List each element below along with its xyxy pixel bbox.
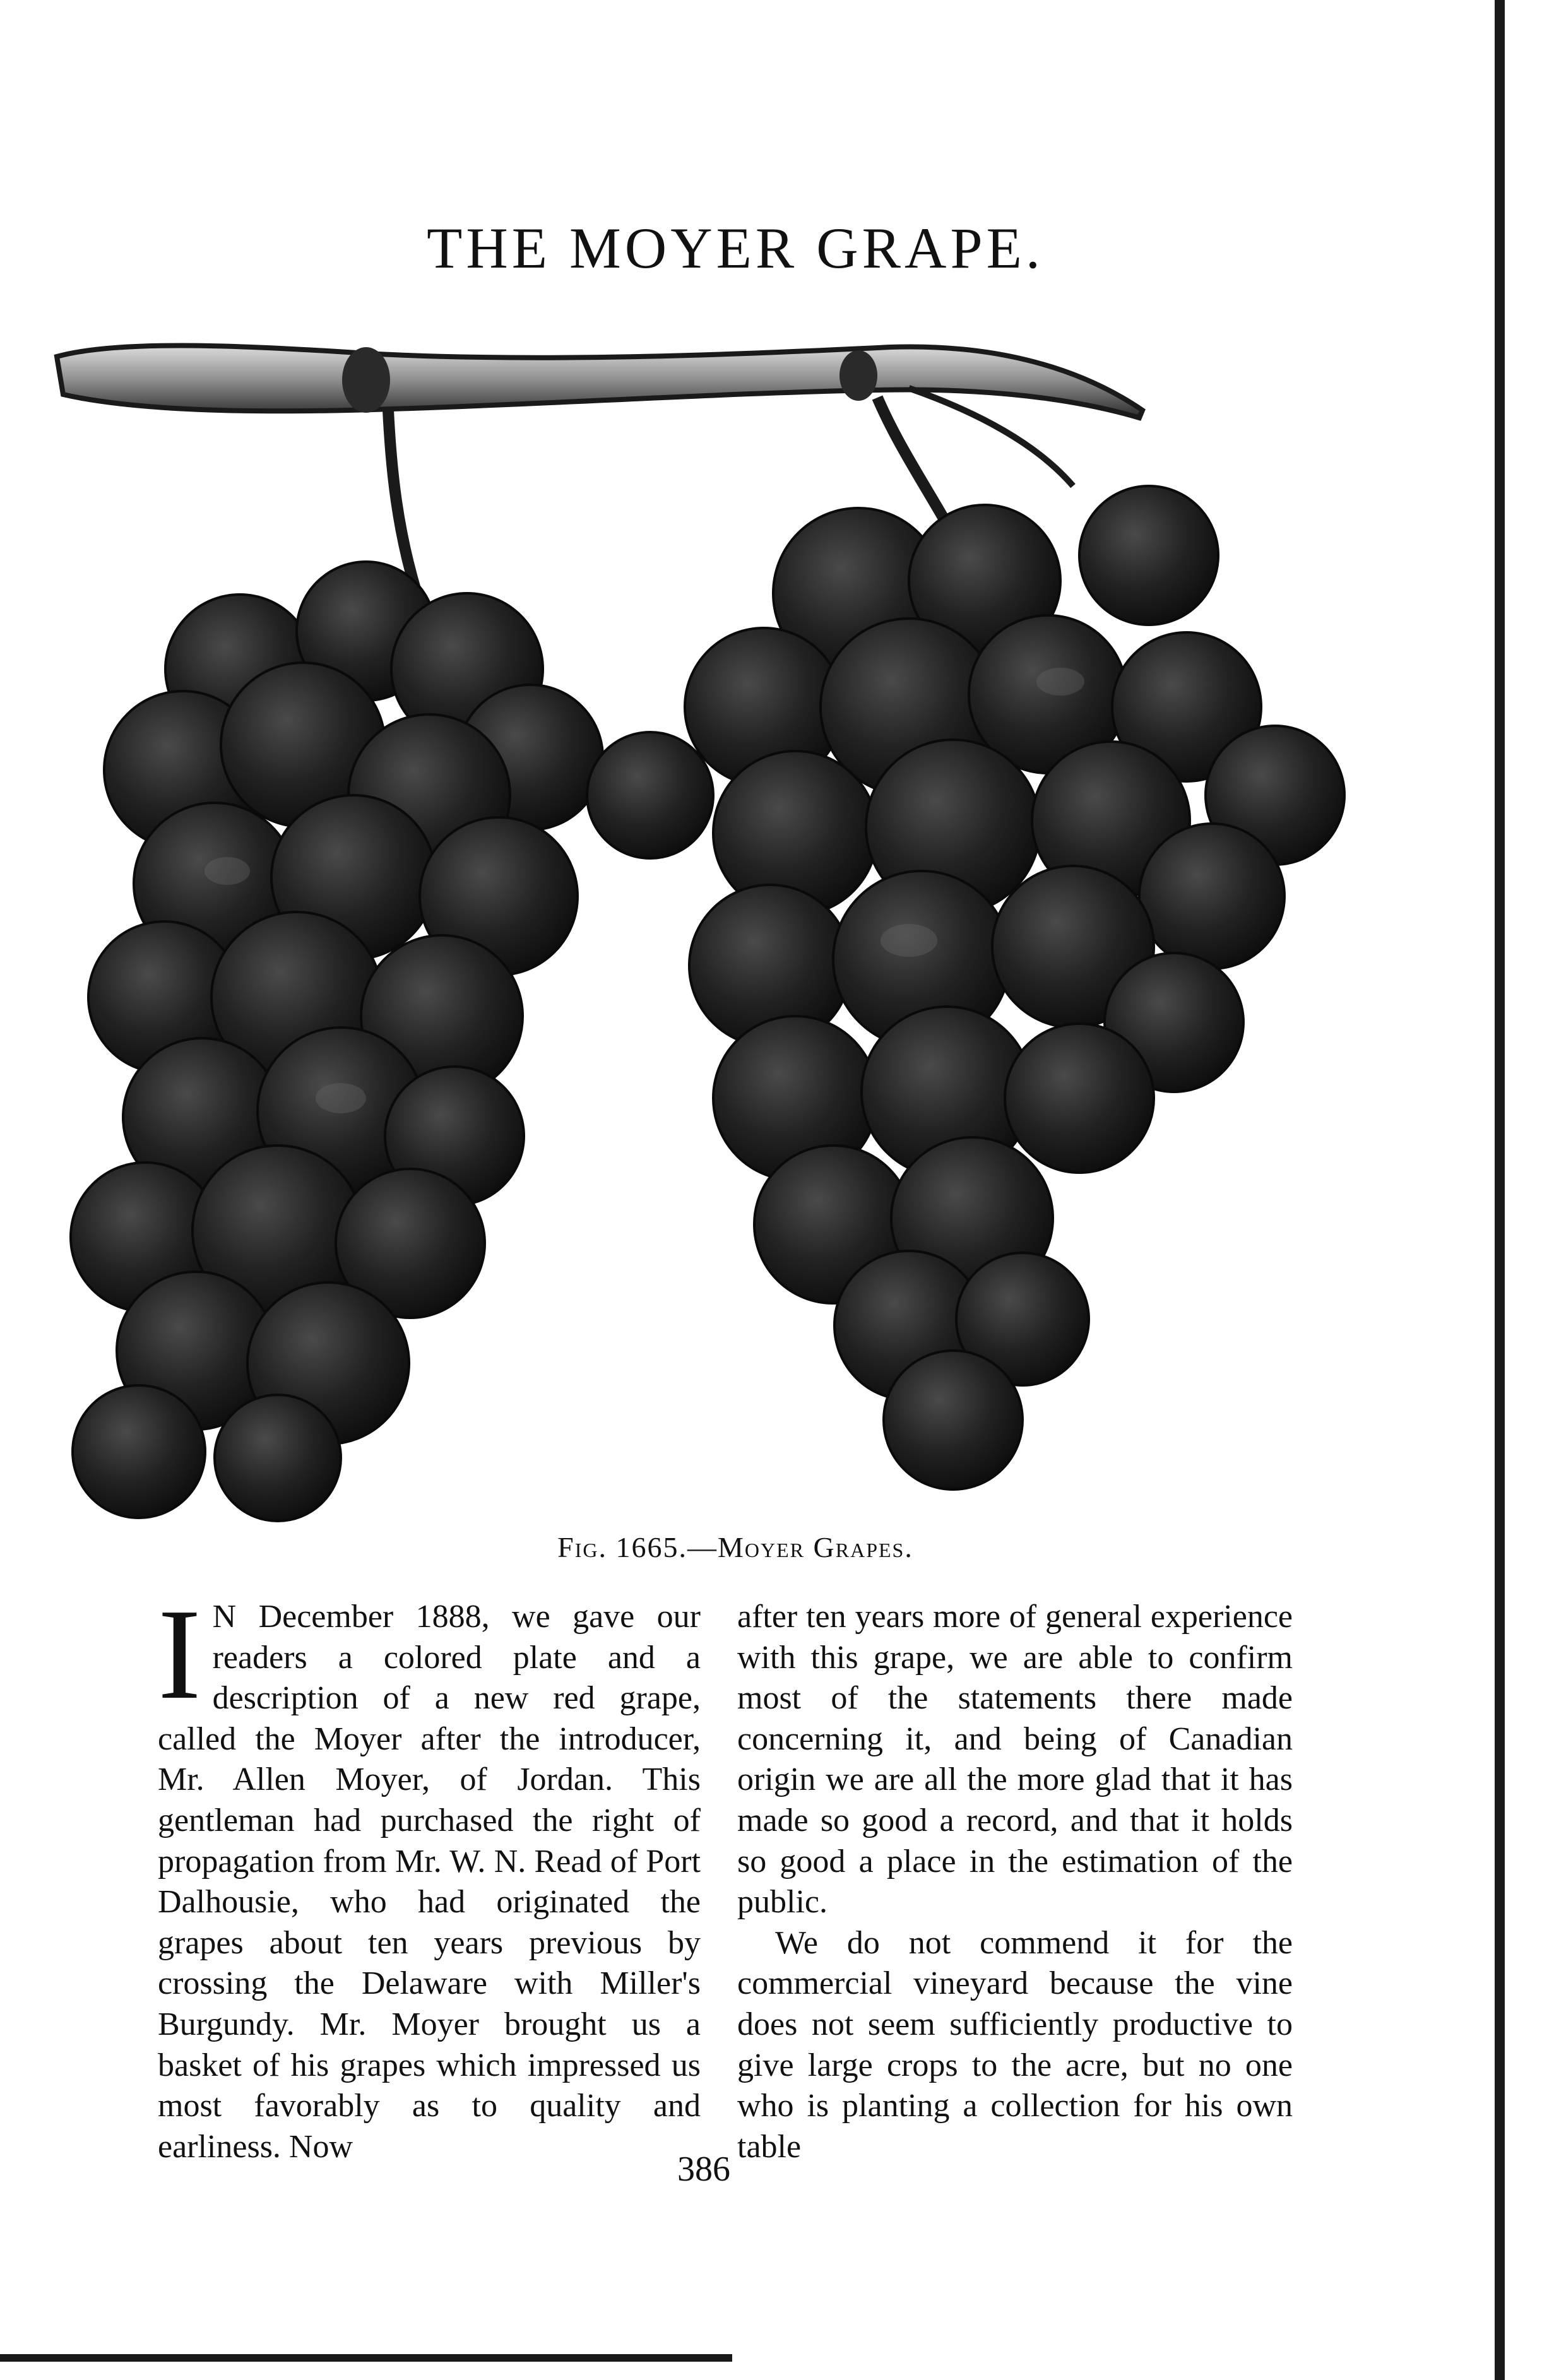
vine-cane: [57, 346, 1142, 487]
right-text-column: [737, 1597, 1293, 2167]
paragraph-text: N December 1888, we gave our readers a colored plate and a description of a new red grape, called the Moyer after the introducer, Mr. Allen Moyer, of Jordan. This gentleman had purchased the right of propagation from Mr. W. N. Read of Port Dalhousie, who had originated the grapes about ten years previous by crossing the Delaware with Miller's Burgundy. Mr. Moyer brought us a basket of his grapes which impressed us most favorably as to quality and earliness. Now: [158, 1599, 701, 2165]
left-text-column: [158, 1582, 701, 2167]
paragraph: We do not commend it for the commercial vineyard because the vine does not seem sufficiently productive to give large crops to the acre, but no one who is planting a collection for his own table: [737, 1924, 1293, 2165]
scan-edge-bottom: [0, 2354, 732, 2362]
drop-cap: I: [158, 1582, 201, 1726]
left-grape-cluster: [71, 562, 603, 1521]
page-number: 386: [677, 2150, 730, 2189]
right-grape-cluster: [587, 486, 1344, 1489]
paragraph: after ten years more of general experience with this grape, we are able to confirm most of the statements there made concerning it, and being of Canadian origin we are all the more glad that it has made so good a record, and that it holds so good a place in the estimation of the public.: [737, 1599, 1293, 1921]
figure-caption: Fig. 1665.—Moyer Grapes.: [557, 1531, 913, 1563]
page-title: THE MOYER GRAPE.: [427, 216, 1044, 280]
paragraph: [158, 1582, 701, 2167]
grape-clusters-illustration: [38, 316, 1376, 1527]
scan-edge-right: [1495, 0, 1505, 2380]
